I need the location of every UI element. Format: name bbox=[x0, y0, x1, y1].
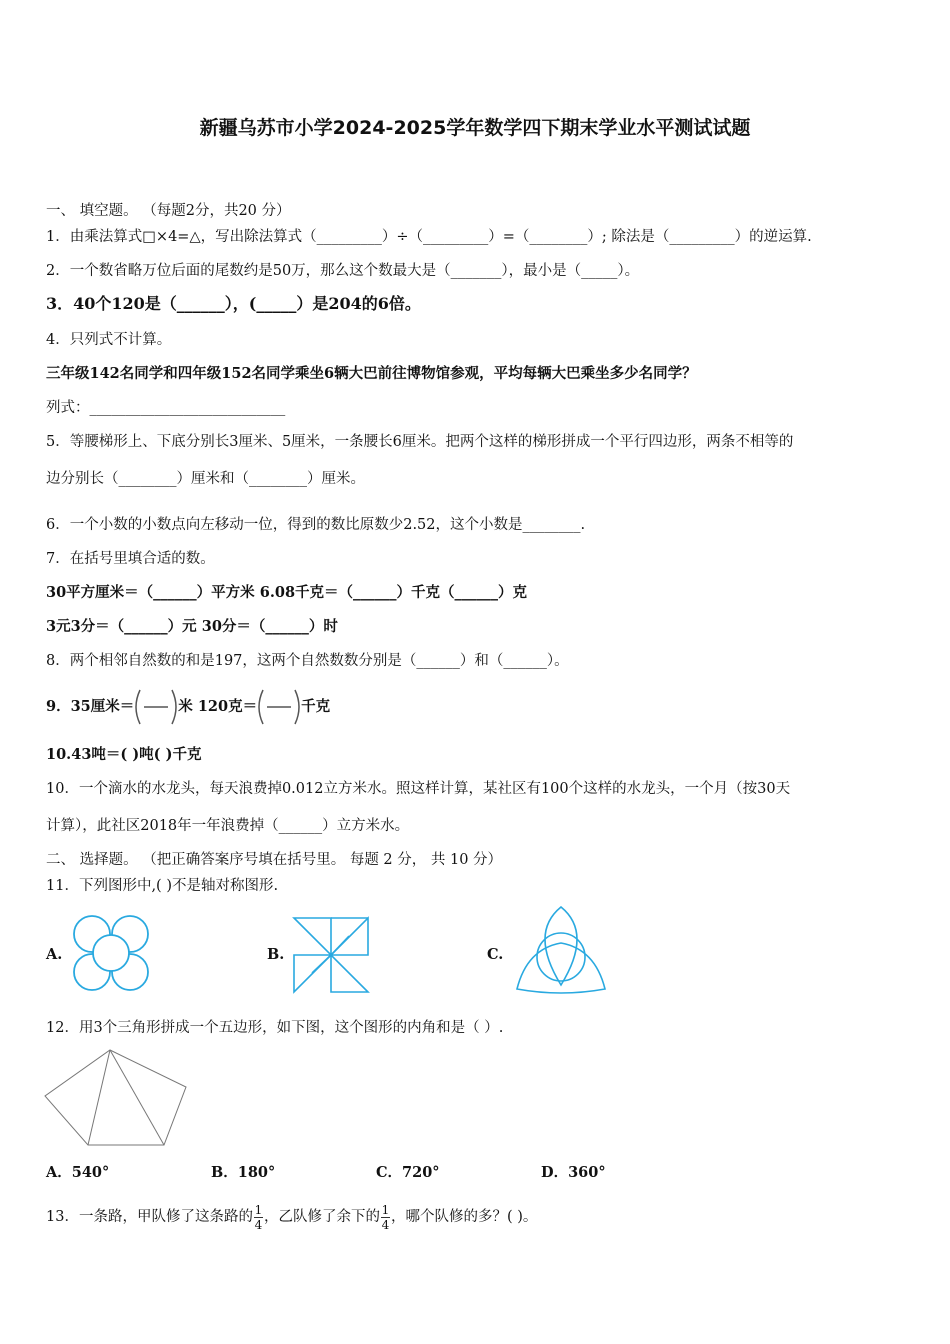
flower-shape-figure bbox=[72, 914, 152, 994]
fraction-numerator: 1 bbox=[254, 1202, 263, 1217]
question-5-line1: 5．等腰梯形上、下底分别长3厘米、5厘米，一条腰长6厘米。把两个这样的梯形拼成一个平行四边形，两条不相等的 bbox=[46, 434, 794, 450]
q12-option-a: A．540° bbox=[46, 1164, 110, 1181]
question-5-line2: 边分别长（________）厘米和（________）厘米。 bbox=[46, 471, 365, 487]
q12-option-c: C．720° bbox=[376, 1164, 440, 1181]
pentagon-triangles-figure bbox=[44, 1049, 188, 1147]
question-10-line2: 计算），此社区2018年一年浪费掉（______）立方米水。 bbox=[46, 818, 410, 834]
question-9 bbox=[46, 688, 330, 726]
section-header-fill-blank: 一、 填空题。 （每题2分，共20 分） bbox=[46, 203, 291, 219]
question-12-stem: 12．用3个三角形拼成一个五边形，如下图，这个图形的内角和是（ ）. bbox=[46, 1020, 504, 1036]
question-7-stem: 7．在括号里填合适的数。 bbox=[46, 551, 215, 567]
fraction-numerator: 1 bbox=[381, 1202, 390, 1217]
fraction-denominator: 4 bbox=[254, 1217, 263, 1232]
q11-option-b-label: B. bbox=[267, 946, 285, 963]
question-8: 8．两个相邻自然数的和是197，这两个自然数数分别是（______）和（______）。 bbox=[46, 653, 569, 669]
question-10-line1: 10．一个滴水的水龙头，每天浪费掉0.012立方米水。照这样计算，某社区有100个这样的水龙头，一个月（按30天 bbox=[46, 781, 791, 797]
fraction-one-quarter bbox=[254, 1204, 263, 1231]
question-7-line2: 3元3分＝（______）元 30分＝（______）时 bbox=[46, 618, 338, 635]
question-9-part2: 米 120克＝ bbox=[178, 698, 258, 715]
question-9-part1: 9．35厘米＝ bbox=[46, 698, 135, 715]
q11-option-a-label: A. bbox=[46, 946, 63, 963]
question-6: 6．一个小数的小数点向左移动一位，得到的数比原数少2.52，这个小数是________. bbox=[46, 517, 586, 533]
fraction-one-quarter-2 bbox=[381, 1204, 390, 1231]
triquetra-shape-figure bbox=[515, 905, 607, 995]
question-4-answer-line: 列式：___________________________ bbox=[46, 400, 286, 416]
q12-option-d: D．360° bbox=[541, 1164, 606, 1181]
question-13-part2: ，乙队修了余下的 bbox=[263, 1209, 380, 1225]
question-3: 3．40个120是（______），(_____）是204的6倍。 bbox=[46, 294, 421, 313]
question-1: 1．由乘法算式□×4=△，写出除法算式（_________）÷（_________）=（________）; 除法是（_________）的逆运算. bbox=[46, 229, 812, 245]
question-4-stem: 4．只列式不计算。 bbox=[46, 332, 172, 348]
q12-option-b: B．180° bbox=[211, 1164, 276, 1181]
question-13-part1: 13．一条路，甲队修了这条路的 bbox=[46, 1209, 253, 1225]
fraction-denominator: 4 bbox=[381, 1217, 390, 1232]
question-13-part3: ，哪个队修的多？( )。 bbox=[390, 1209, 538, 1225]
question-2: 2．一个数省略万位后面的尾数约是50万，那么这个数最大是（_______），最小是（_____）。 bbox=[46, 263, 640, 279]
blank-fraction-2 bbox=[257, 688, 301, 726]
q11-option-c-label: C. bbox=[487, 946, 504, 963]
pinwheel-shape-figure bbox=[293, 917, 369, 993]
question-13 bbox=[46, 1200, 537, 1234]
question-7-line1: 30平方厘米＝（______）平方米 6.08千克＝（______）千克（______）克 bbox=[46, 584, 528, 601]
question-9-part3: 千克 bbox=[301, 698, 331, 715]
question-11-stem: 11．下列图形中,( )不是轴对称图形. bbox=[46, 878, 279, 894]
blank-fraction-1 bbox=[134, 688, 178, 726]
page-title: 新疆乌苏市小学2024-2025学年数学四下期末学业水平测试试题 bbox=[199, 117, 751, 139]
section-header-choice: 二、 选择题。 （把正确答案序号填在括号里。 每题 2 分， 共 10 分） bbox=[46, 852, 503, 868]
question-4-problem: 三年级142名同学和四年级152名同学乘坐6辆大巴前往博物馆参观，平均每辆大巴乘坐多少名同学？ bbox=[46, 365, 697, 382]
question-10a: 10.43吨＝( )吨( )千克 bbox=[46, 746, 202, 763]
